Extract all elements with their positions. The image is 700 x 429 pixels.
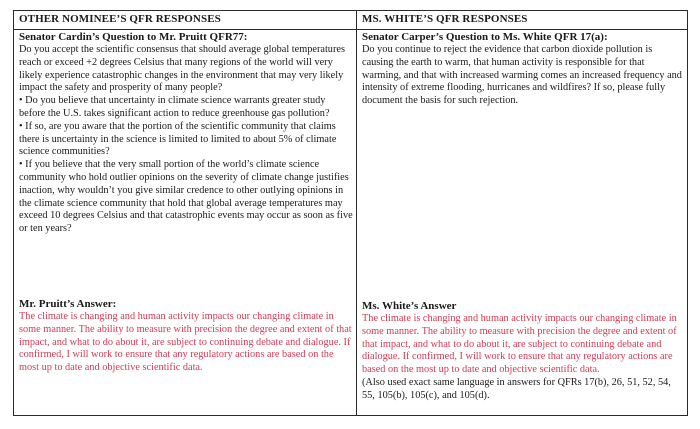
left-question-title: Senator Cardin’s Question to Mr. Pruitt QFR77: [19,31,248,43]
left-question-paragraph: Do you accept the scientific consensus that should average global temperatures reach or exceed +2 degrees Celsius that many regions of the world will very likely experience catastrophic changes in the environment that may very likely impact the safety and prosperity of many people? [19,44,345,94]
right-question-text: Do you continue to reject the evidence that carbon dioxide pollution is causing the earth to warm, that human activity is responsible for that warming, and that with increased warming comes an increased frequency and intensity of extreme flooding, hurricanes and wildfires? If so, please fully document the basis for such rejection. [362,44,682,107]
left-question-bullet: • If you believe that the very small portion of the world’s climate science community who hold outlier opinions on the severity of climate change justifies inaction, why wouldn’t you give similar credence to other outlying opinions in the climate science community that hold that global average temperatures may exceed 10 degrees Celsius and that catastrophic events may occur as soon as five or ten years? [19,159,353,235]
right-answer-note: (Also used exact same language in answers for QFRs 17(b), 26, 51, 52, 54, 55, 105(b), 105(c), and 105(d). [362,377,671,401]
left-answer-title: Mr. Pruitt’s Answer: [19,298,117,310]
right-column-header: MS. WHITE’S QFR RESPONSES [362,13,528,25]
right-question-title: Senator Carper’s Question to Ms. White QFR 17(a): [362,31,608,43]
left-column [14,11,356,26]
left-question-body [19,44,354,236]
left-question-bullet: • If so, are you aware that the portion of the scientific community that claims there is uncertainty in the science is limited to limited to about 5% of climate science communities? [19,120,337,158]
right-answer-title: Ms. White’s Answer [362,300,457,312]
right-answer-text: The climate is changing and human activity impacts our changing climate in some manner. The ability to measure with precision the degree and extent of that impact, and what to do about it, are subject to continuing debate and dialogue. If confirmed, I will work to ensure that any regulatory actions are based on the most up to date and objective scientific data. [362,313,677,376]
header-divider [14,29,687,30]
left-answer-text: The climate is changing and human activity impacts our changing climate in some manner. The ability to measure with precision the degree and extent of that impact, and what to do about it, are subject to continuing debate and dialogue. If confirmed, I will work to ensure that any regulatory actions are based on the most up to date and objective scientific data. [19,311,352,374]
right-column [358,11,687,26]
column-divider [356,11,357,415]
left-question-bullet: • Do you believe that uncertainty in climate science warrants greater study before the U.S. takes significant action to reduce greenhouse gas pollution? [19,95,330,119]
qfr-comparison-table [13,10,688,416]
left-column-header: OTHER NOMINEE’S QFR RESPONSES [19,13,221,25]
